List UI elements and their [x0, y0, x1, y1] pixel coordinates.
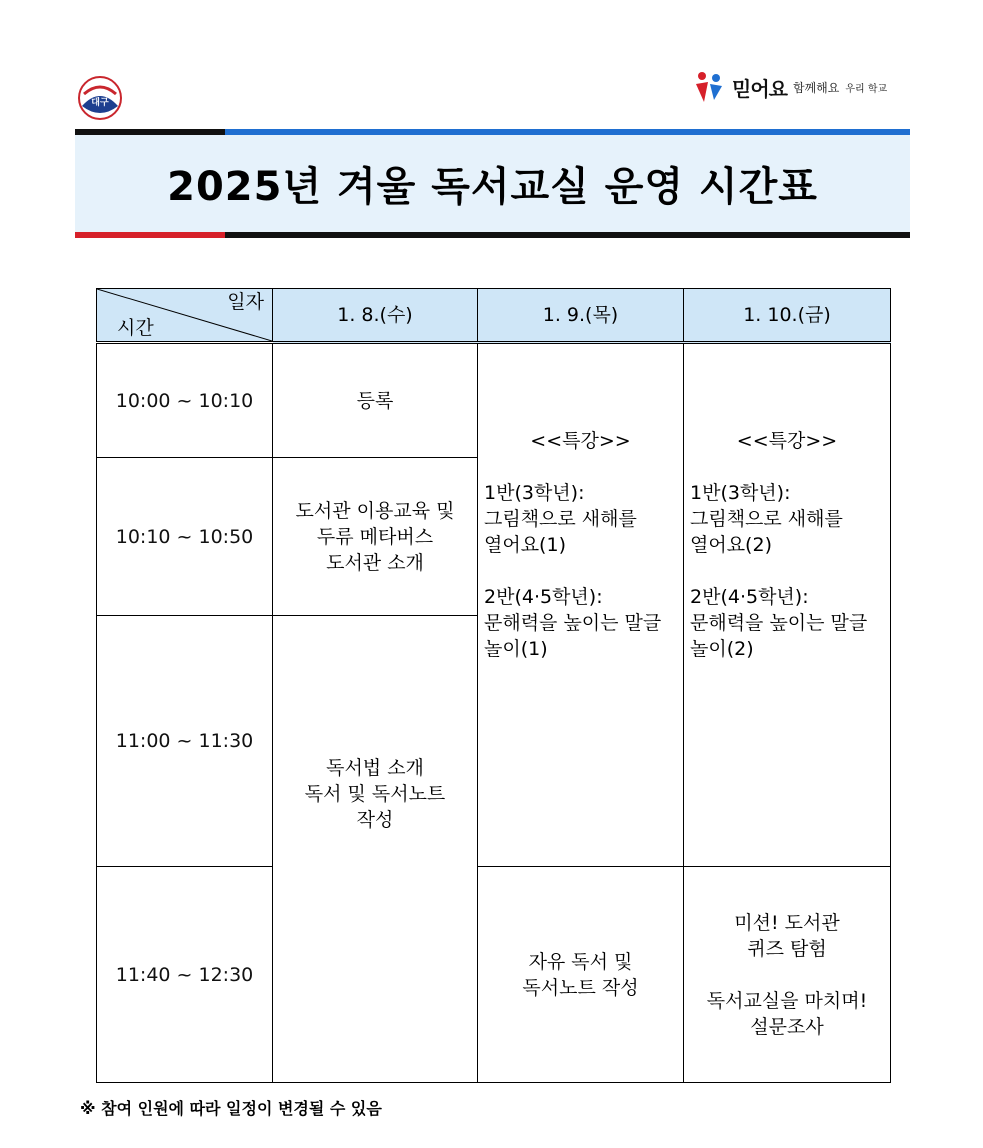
orientation-line: 도서관 소개	[326, 551, 424, 574]
class2-label: 2반(4·5학년):	[690, 586, 809, 608]
corner-date-label: 일자	[227, 291, 264, 313]
daegu-education-logo	[74, 76, 126, 120]
class2-label: 2반(4·5학년):	[484, 586, 603, 608]
svg-text:대구: 대구	[91, 98, 109, 108]
footnote: ※ 참여 인원에 따라 일정이 변경될 수 있음	[80, 1099, 382, 1118]
free-reading-line: 자유 독서 및	[528, 950, 633, 973]
column-header-day1: 1. 8.(수)	[273, 289, 478, 343]
free-reading-line: 독서노트 작성	[522, 976, 639, 999]
corner-time-label: 시간	[117, 317, 154, 339]
reading-line: 작성	[356, 809, 394, 831]
time-slot-1: 10:00 ~ 10:10	[97, 343, 273, 458]
mission-line: 미션! 도서관	[734, 911, 840, 934]
slogan-sub2: 우리 학교	[845, 83, 888, 95]
mission-line: 퀴즈 탐험	[747, 937, 827, 960]
time-slot-2: 10:10 ~ 10:50	[97, 458, 273, 616]
orientation-line: 도서관 이용교육 및	[295, 499, 455, 522]
closing-line: 독서교실을 마치며!	[706, 989, 868, 1012]
table-row	[97, 867, 891, 1083]
class1-line: 열어요(1)	[484, 534, 566, 556]
schedule-table	[96, 288, 891, 1083]
day3-special-lecture	[684, 343, 891, 867]
time-slot-3: 11:00 ~ 11:30	[97, 616, 273, 867]
day3-mission-closing	[684, 867, 891, 1083]
column-header-day2: 1. 9.(목)	[478, 289, 684, 343]
day1-orientation	[273, 458, 478, 616]
table-row	[97, 343, 891, 458]
special-title: <<특강>>	[736, 430, 838, 452]
day1-registration: 등록	[273, 343, 478, 458]
day2-free-reading	[478, 867, 684, 1083]
class1-line: 그림책으로 새해를	[690, 508, 843, 530]
class2-line: 놀이(1)	[484, 638, 548, 660]
title-bottom-bar	[75, 232, 910, 238]
class1-label: 1반(3학년):	[484, 482, 585, 504]
day2-special-lecture	[478, 343, 684, 867]
people-icon	[692, 70, 726, 104]
class2-line: 놀이(2)	[690, 638, 754, 660]
orientation-line: 두류 메타버스	[316, 525, 434, 548]
reading-line: 독서 및 독서노트	[304, 783, 446, 805]
class2-line: 문해력을 높이는 말글	[484, 612, 662, 634]
header-row	[97, 289, 891, 343]
special-title: <<특강>>	[530, 430, 631, 452]
slogan-main: 믿어요	[732, 76, 787, 101]
time-slot-4: 11:40 ~ 12:30	[97, 867, 273, 1083]
corner-cell	[97, 289, 273, 343]
column-header-day3: 1. 10.(금)	[684, 289, 891, 343]
slogan-sub: 함께해요	[792, 80, 840, 95]
day1-reading-method	[273, 616, 478, 1083]
page-title: 2025년 겨울 독서교실 운영 시간표	[167, 164, 818, 210]
closing-line: 설문조사	[750, 1015, 824, 1038]
class2-line: 문해력을 높이는 말글	[690, 612, 868, 634]
school-slogan-logo	[692, 70, 887, 104]
class1-line: 열어요(2)	[690, 534, 772, 556]
title-box	[75, 135, 910, 232]
reading-line: 독서법 소개	[326, 757, 424, 779]
class1-label: 1반(3학년):	[690, 482, 791, 504]
class1-line: 그림책으로 새해를	[484, 508, 637, 530]
